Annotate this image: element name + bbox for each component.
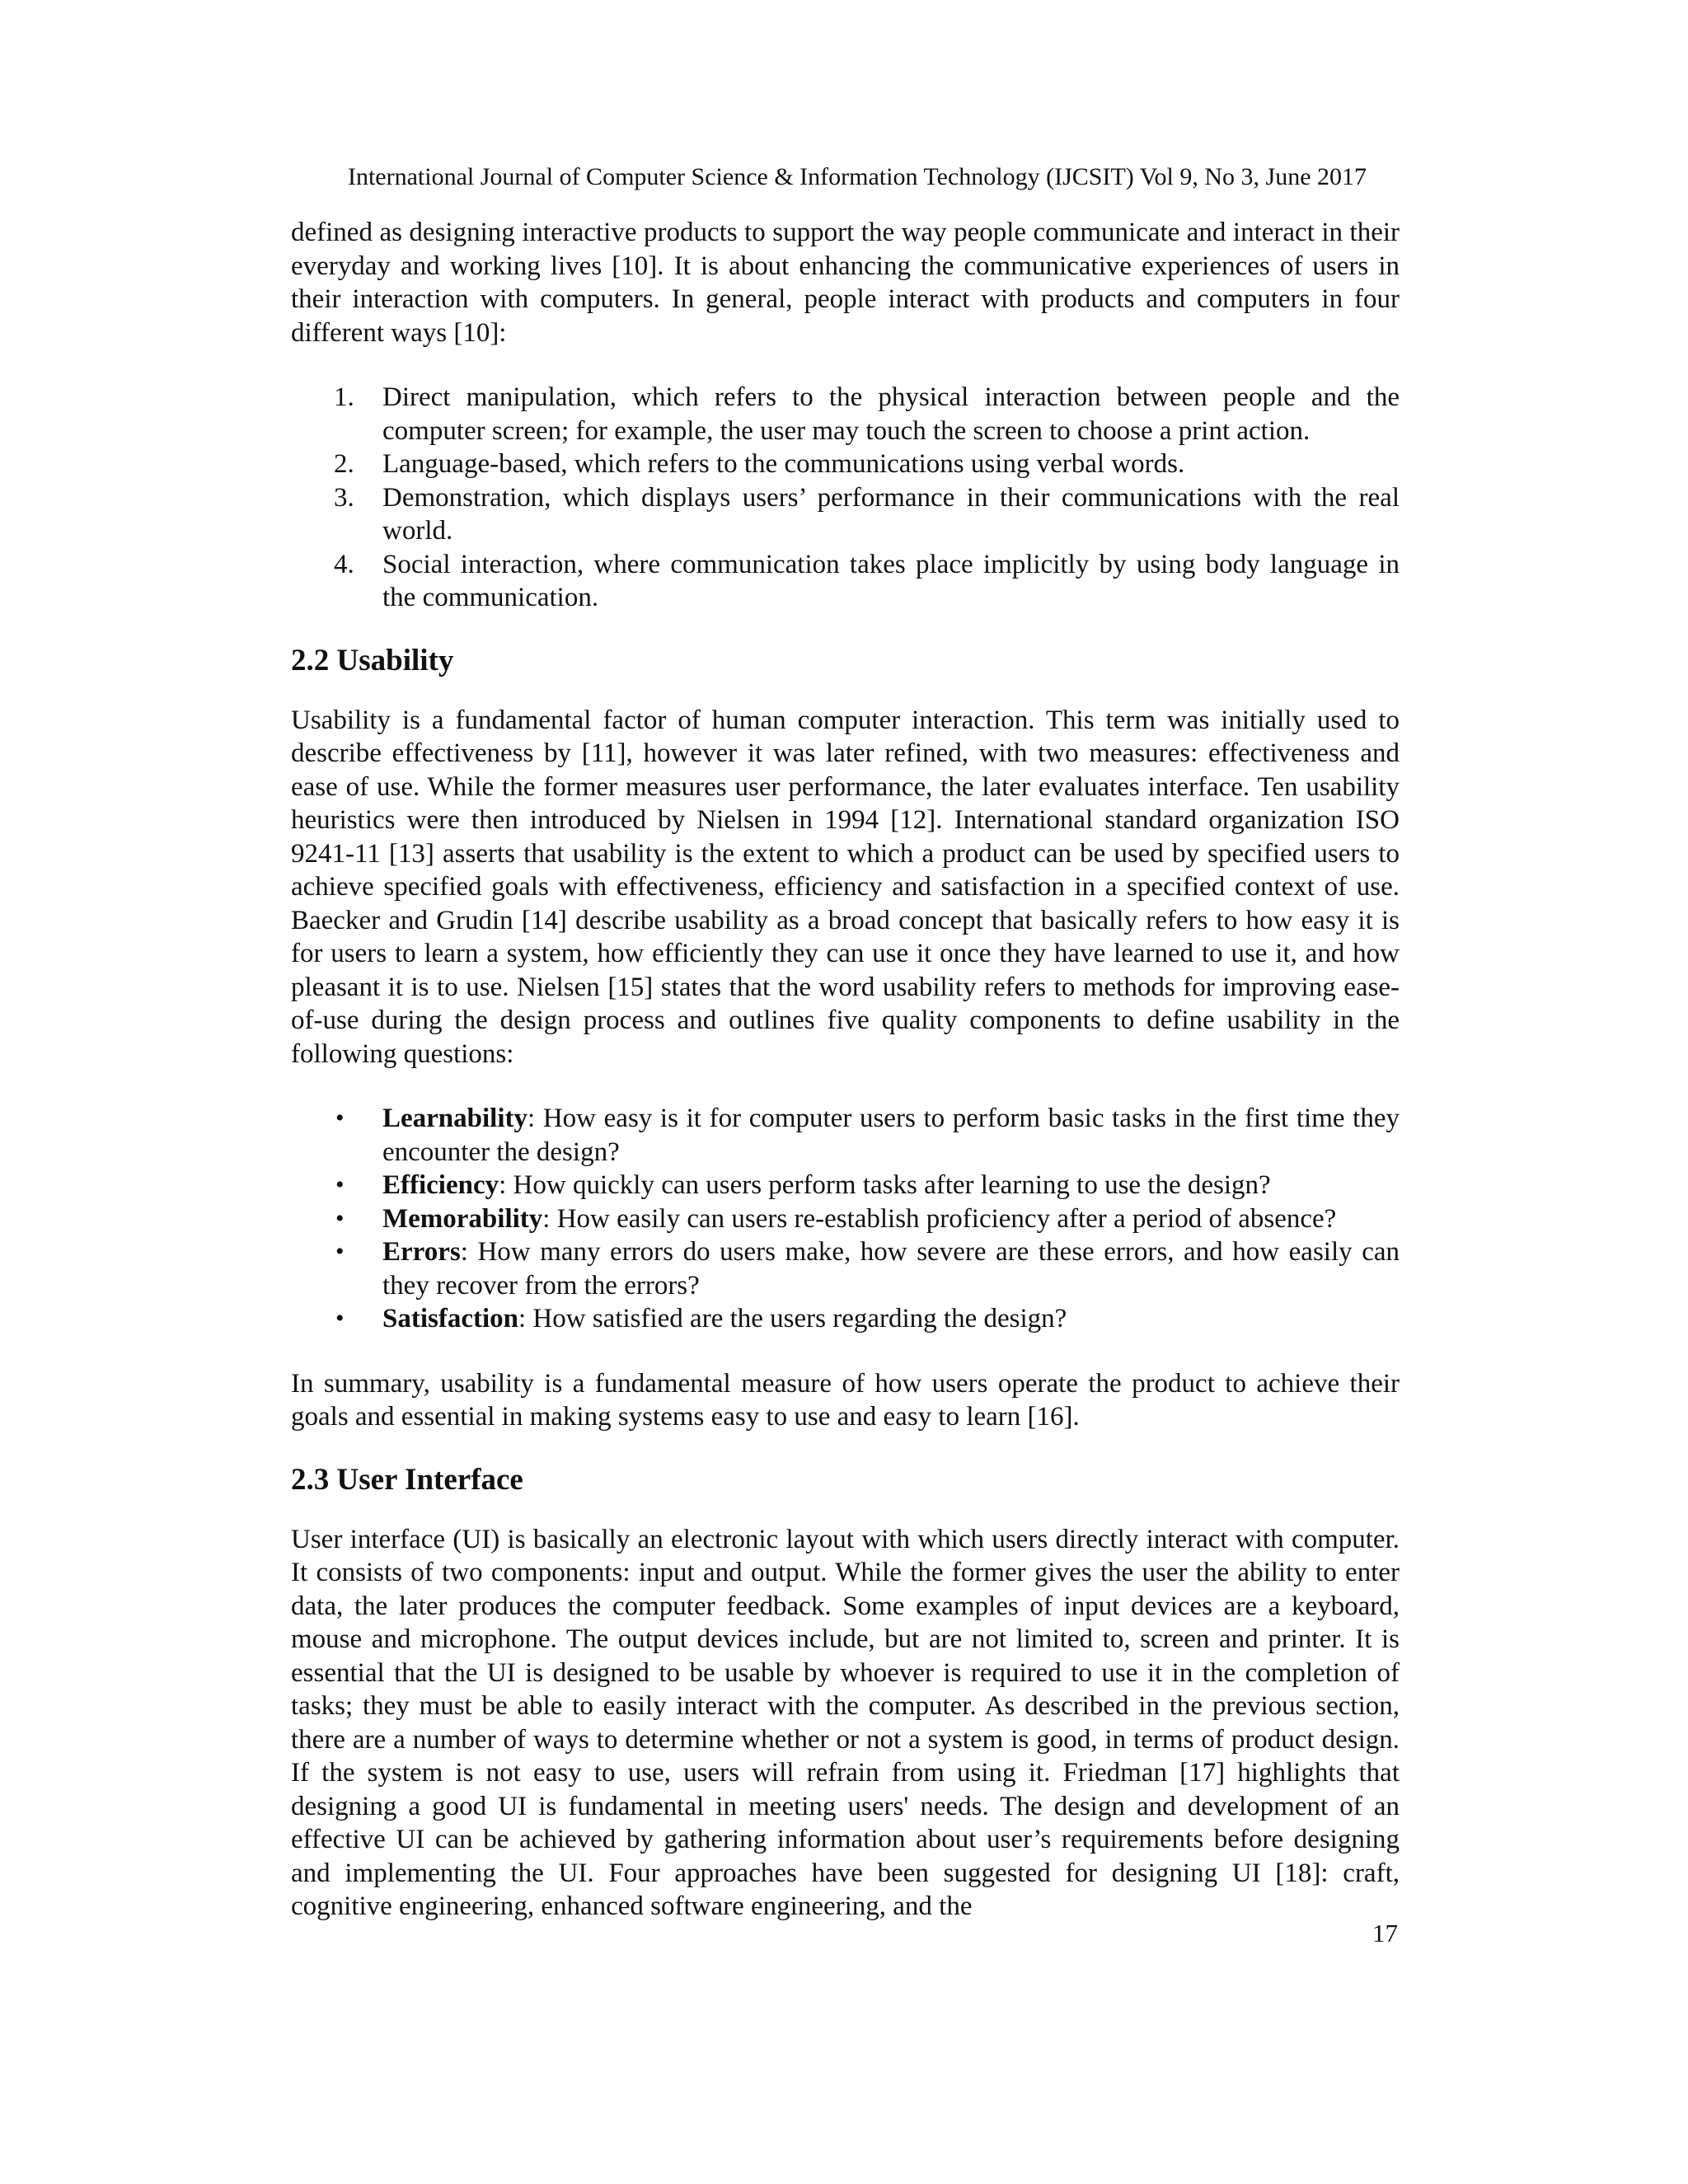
bullet-icon: • xyxy=(335,1204,345,1232)
spacer xyxy=(291,349,1400,381)
spacer xyxy=(291,615,1400,643)
list-item xyxy=(291,448,1400,481)
list-item xyxy=(291,1169,1400,1202)
list-item-text: Social interaction, where communication takes place implicitly by using body language in the communication. xyxy=(382,549,1400,612)
list-item-text: Direct manipulation, which refers to the physical interaction between people and the computer screen; for example, the user may touch the screen to choose a print action. xyxy=(382,382,1400,446)
list-item xyxy=(291,1102,1400,1169)
term-learnability: Learnability xyxy=(382,1104,528,1133)
list-item xyxy=(291,1202,1400,1236)
spacer xyxy=(291,1071,1400,1102)
term-description: : How easily can users re-establish proficiency after a period of absence? xyxy=(542,1203,1337,1234)
term-description: : How many errors do users make, how severe are these errors, and how easily can they recover from the errors? xyxy=(382,1237,1400,1301)
spacer xyxy=(291,1434,1400,1462)
usability-summary: In summary, usability is a fundamental measure of how users operate the product to achieve their goals and essential in making systems easy to use and easy to learn [16]. xyxy=(291,1368,1400,1432)
term-efficiency: Efficiency xyxy=(382,1170,499,1200)
usability-components-list xyxy=(291,1102,1400,1336)
list-item xyxy=(291,548,1400,615)
spacer xyxy=(291,1336,1400,1367)
term-description: : How easy is it for computer users to perform basic tasks in the first time they encounter the design? xyxy=(382,1104,1400,1167)
bullet-icon: • xyxy=(335,1171,345,1198)
term-memorability: Memorability xyxy=(382,1203,543,1234)
list-item-text: Language-based, which refers to the communications using verbal words. xyxy=(382,449,1185,479)
usability-paragraph: Usability is a fundamental factor of human computer interaction. This term was initially used to describe effectiveness by [11], however it was later refined, with two measures: effectiveness and ease of use. While the former measures user performance, the later evaluates interface. Ten usability heuristics were then introduced by Nielsen in 1994 [12]. International standard organization ISO 9241-11 [13] asserts that usability is the extent to which a product can be used by specified users to achieve specified goals with effectiveness, efficiency and satisfaction in a specified context of use. Baecker and Grudin [14] describe usability as a broad concept that basically refers to how easy it is for users to learn a system, how efficiently they can use it once they have learned to use it, and how pleasant it is to use. Nielsen [15] states that the word usability refers to methods for improving ease-of-use during the design process and outlines five quality components to define usability in the following questions: xyxy=(291,705,1400,1069)
list-marker: 3. xyxy=(334,482,354,513)
bullet-icon: • xyxy=(335,1104,345,1132)
list-item-text: Demonstration, which displays users’ performance in their communications with the real world. xyxy=(382,482,1400,546)
body-column xyxy=(291,216,1400,1924)
section-heading-user-interface: 2.3 User Interface xyxy=(291,1462,523,1497)
list-marker: 1. xyxy=(334,382,354,412)
list-item xyxy=(291,1235,1400,1302)
bullet-icon: • xyxy=(335,1238,345,1265)
spacer xyxy=(291,679,1400,704)
running-header: International Journal of Computer Science & Information Technology (IJCSIT) Vol 9, No 3, June 2017 xyxy=(347,163,1367,190)
interaction-ways-list xyxy=(291,381,1400,615)
term-errors: Errors xyxy=(382,1237,461,1267)
list-item xyxy=(291,481,1400,548)
intro-paragraph: defined as designing interactive products to support the way people communicate and interact in their everyday and working lives [10]. It is about enhancing the communicative experiences of users in their interaction with computers. In general, people interact with products and computers in four different ways [10]: xyxy=(291,218,1400,348)
term-satisfaction: Satisfaction xyxy=(382,1304,518,1333)
user-interface-paragraph: User interface (UI) is basically an electronic layout with which users directly interact with computer. It consists of two components: input and output. While the former gives the user the ability to enter data, the later produces the computer feedback. Some examples of input devices are a keyboard, mouse and microphone. The output devices include, but are not limited to, screen and printer. It is essential that the UI is designed to be usable by whoever is required to use it in the completion of tasks; they must be able to easily interact with the computer. As described in the previous section, there are a number of ways to determine whether or not a system is good, in terms of product design. If the system is not easy to use, users will refrain from using it. Friedman [17] highlights that designing a good UI is fundamental in meeting users' needs. The design and development of an effective UI can be achieved by gathering information about user’s requirements before designing and implementing the UI. Four approaches have been suggested for designing UI [18]: craft, cognitive engineering, enhanced software engineering, and the xyxy=(291,1524,1400,1921)
section-heading-usability: 2.2 Usability xyxy=(291,643,454,677)
term-description: : How quickly can users perform tasks after learning to use the design? xyxy=(499,1170,1271,1200)
bullet-icon: • xyxy=(335,1305,345,1332)
list-item xyxy=(291,381,1400,448)
list-marker: 4. xyxy=(334,549,354,579)
list-item xyxy=(291,1302,1400,1336)
page-number: 17 xyxy=(1372,1919,1398,1947)
list-marker: 2. xyxy=(334,449,354,479)
spacer xyxy=(291,1498,1400,1523)
term-description: : How satisfied are the users regarding the design? xyxy=(518,1304,1067,1333)
